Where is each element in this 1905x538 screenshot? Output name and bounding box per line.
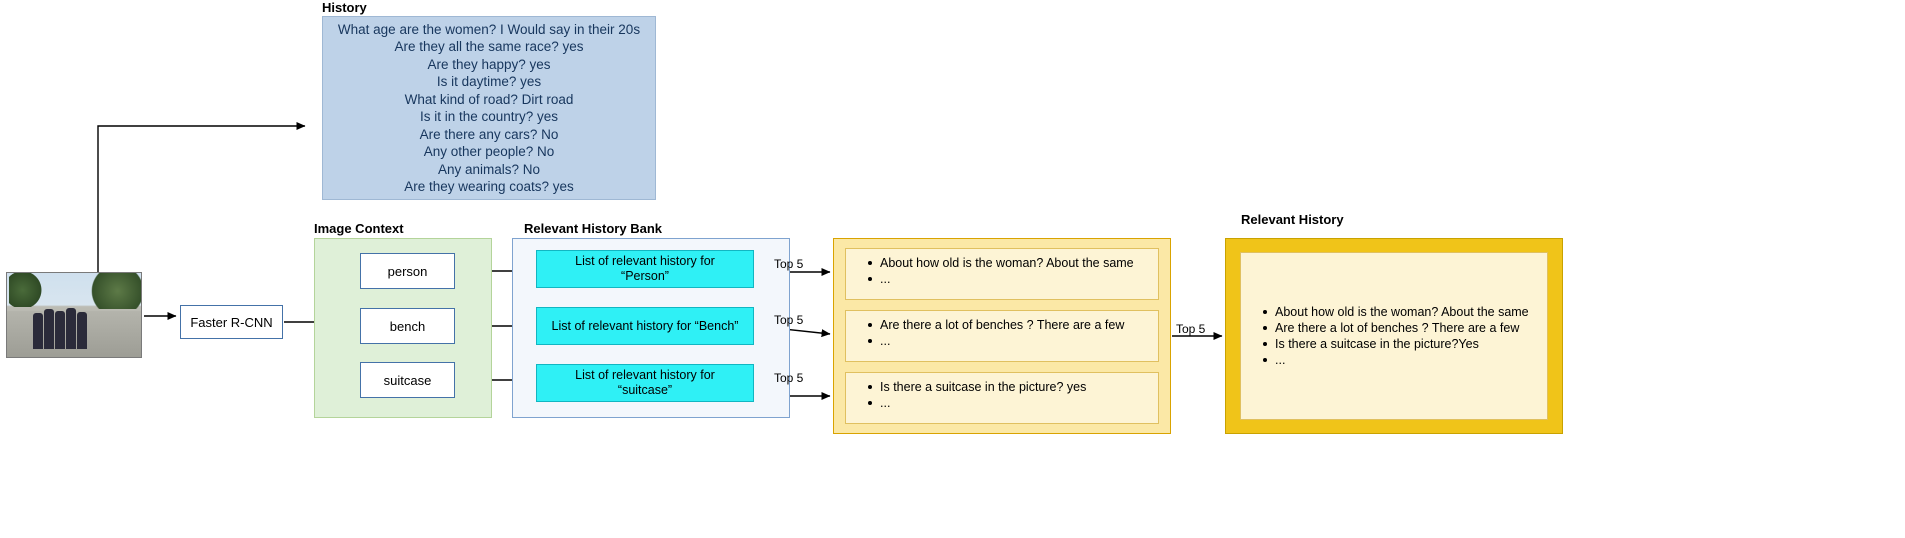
top5-label-bench: Top 5 xyxy=(774,313,804,327)
bullet-icon xyxy=(868,385,872,389)
candidate-line xyxy=(856,395,890,411)
relevant-history-card xyxy=(1240,252,1548,420)
candidate-text: Are there a lot of benches ? There are a few xyxy=(880,318,1125,332)
top5-label-person: Top 5 xyxy=(774,257,804,271)
bank-item-line1: List of relevant history for xyxy=(575,368,715,382)
object-box-suitcase xyxy=(360,362,455,398)
candidate-text: Is there a suitcase in the picture? yes xyxy=(880,380,1087,394)
bank-item-line1: List of relevant history for “Bench” xyxy=(551,318,739,333)
candidate-card-person xyxy=(845,248,1159,300)
candidate-line xyxy=(856,317,1124,333)
image-context-label: Image Context xyxy=(314,221,404,236)
history-line: Are they happy? yes xyxy=(427,56,551,72)
bullet-icon xyxy=(868,261,872,265)
candidate-line xyxy=(856,255,1134,271)
object-label: suitcase xyxy=(383,372,432,388)
bank-item-person xyxy=(536,250,754,288)
relevant-history-line xyxy=(1251,320,1519,336)
history-line: Is it in the country? yes xyxy=(419,109,559,124)
input-image-thumbnail xyxy=(6,272,142,358)
history-line: Are there any cars? No xyxy=(419,126,559,142)
relevant-history-text: ... xyxy=(1275,353,1286,367)
top5-label-final: Top 5 xyxy=(1176,322,1206,336)
history-line: Are they wearing coats? yes xyxy=(404,179,574,194)
relevant-history-bank-label: Relevant History Bank xyxy=(524,221,662,236)
bullet-icon xyxy=(1263,358,1267,362)
bank-item-line2: “suitcase” xyxy=(617,383,673,397)
history-line: What age are the women? I Would say in their 20s xyxy=(337,21,641,37)
bullet-icon xyxy=(1263,310,1267,314)
relevant-history-line xyxy=(1251,336,1479,352)
candidate-text: ... xyxy=(880,334,891,348)
relevant-history-text: About how old is the woman? About the same xyxy=(1275,305,1529,319)
history-line: Are they all the same race? yes xyxy=(394,39,584,54)
relevant-history-label: Relevant History xyxy=(1241,212,1344,227)
candidate-text: About how old is the woman? About the same xyxy=(880,256,1134,270)
history-label: History xyxy=(322,0,367,15)
history-panel xyxy=(322,16,656,200)
history-line: Any other people? No xyxy=(423,144,555,159)
relevant-history-line xyxy=(1251,352,1285,368)
candidate-card-bench xyxy=(845,310,1159,362)
object-box-bench xyxy=(360,308,455,344)
history-line: Any animals? No xyxy=(437,161,541,177)
candidate-line xyxy=(856,333,890,349)
faster-rcnn-node xyxy=(180,305,283,339)
bullet-icon xyxy=(1263,326,1267,330)
relevant-history-line xyxy=(1251,304,1529,320)
bank-item-line2: “Person” xyxy=(621,269,669,283)
object-label: person xyxy=(387,263,428,279)
candidate-text: ... xyxy=(880,272,891,286)
bank-item-line1: List of relevant history for xyxy=(575,254,715,268)
history-line: Is it daytime? yes xyxy=(436,74,542,89)
candidate-line xyxy=(856,379,1086,395)
bullet-icon xyxy=(1263,342,1267,346)
candidate-line xyxy=(856,271,890,287)
faster-rcnn-label: Faster R-CNN xyxy=(190,314,273,330)
object-box-person xyxy=(360,253,455,289)
bullet-icon xyxy=(868,401,872,405)
relevant-history-text: Is there a suitcase in the picture?Yes xyxy=(1275,337,1479,351)
candidate-text: ... xyxy=(880,396,891,410)
people-group xyxy=(33,305,95,349)
tree-icon xyxy=(89,272,141,309)
history-line: What kind of road? Dirt road xyxy=(404,91,574,107)
top5-label-suitcase: Top 5 xyxy=(774,371,804,385)
bank-item-bench xyxy=(536,307,754,345)
relevant-history-text: Are there a lot of benches ? There are a few xyxy=(1275,321,1520,335)
tree-icon xyxy=(9,273,43,307)
candidate-card-suitcase xyxy=(845,372,1159,424)
bullet-icon xyxy=(868,339,872,343)
object-label: bench xyxy=(389,318,426,334)
bullet-icon xyxy=(868,277,872,281)
bank-item-suitcase xyxy=(536,364,754,402)
bullet-icon xyxy=(868,323,872,327)
